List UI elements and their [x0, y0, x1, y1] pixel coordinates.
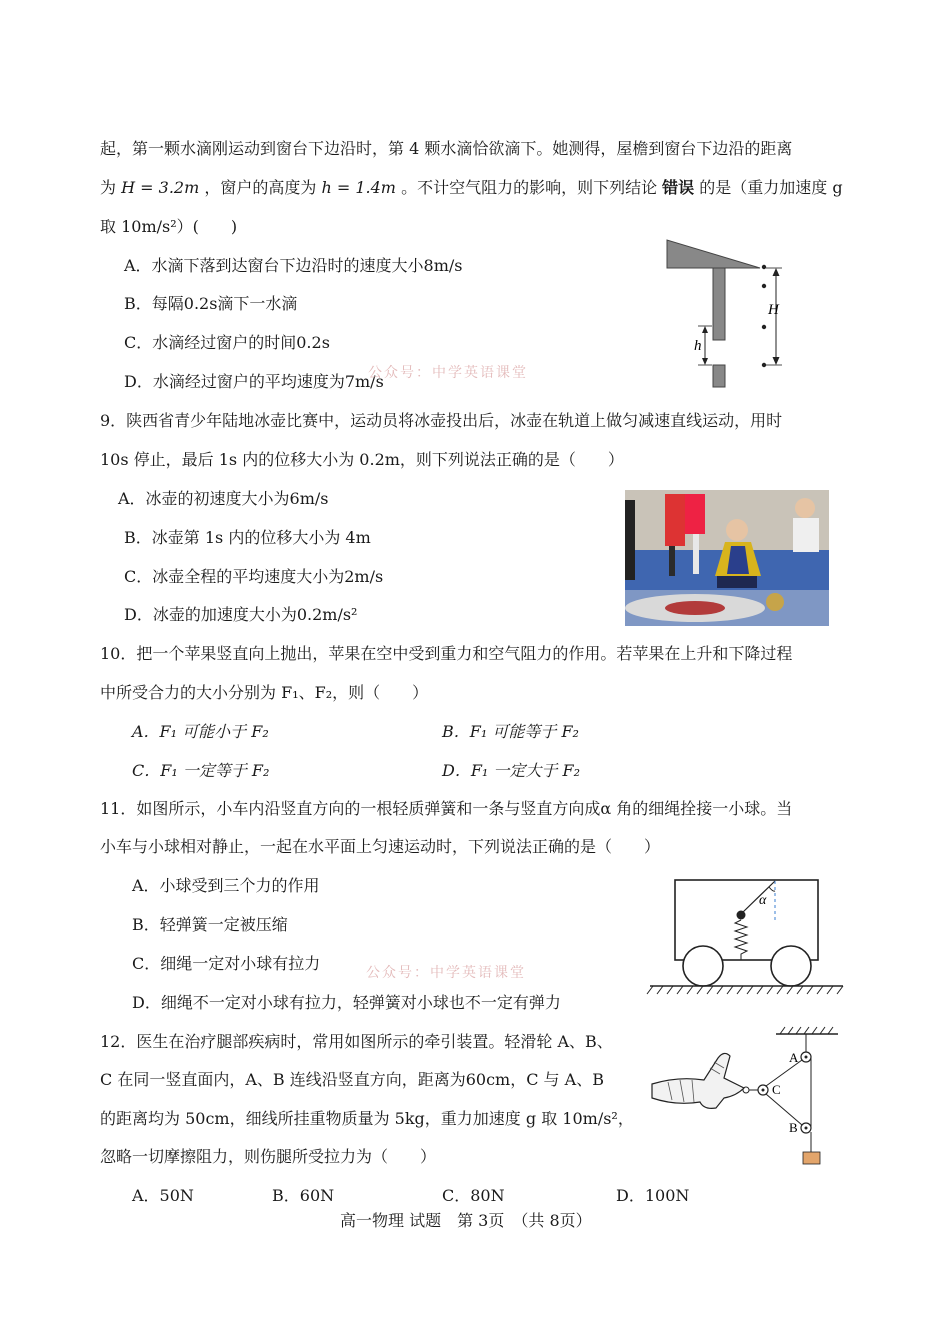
watermark-1: 公众号：中学英语课堂 [368, 365, 528, 381]
q11-option-a: A．小球受到三个力的作用 [132, 876, 320, 895]
pulley-c-label: C [772, 1082, 781, 1097]
q12-line-3: 的距离均为 50cm，细线所挂重物质量为 5kg，重力加速度 g 取 10m/s²， [100, 1109, 634, 1128]
q8-window-figure [660, 234, 800, 394]
q9-option-b: B．冰壶第 1s 内的位移大小为 4m [124, 528, 371, 547]
weight-block [803, 1152, 820, 1164]
q11-cart-figure [645, 870, 850, 1000]
q11-option-c: C．细绳一定对小球有拉力 [132, 954, 321, 973]
q9-option-c: C．冰壶全程的平均速度大小为2m/s [124, 567, 384, 586]
q8-line2-post1: 。不计空气阻力的影响，则下列结论 [401, 178, 658, 197]
q11-line-1: 11．如图所示，小车内沿竖直方向的一根轻质弹簧和一条与竖直方向成α 角的细绳拴接一小球。当 [100, 799, 793, 818]
watermark-2: 公众号：中学英语课堂 [366, 965, 526, 981]
cart-wheel-left [683, 946, 723, 986]
q8-line-3: 取 10m/s²）( ) [100, 217, 238, 236]
alpha-label: α [759, 893, 767, 908]
q8-emphasis: 错误 [662, 178, 695, 197]
q9-curling-photo [625, 490, 829, 626]
q10-option-c: C．F₁ 一定等于 F₂ [132, 761, 270, 780]
q9-option-d: D．冰壶的加速度大小为0.2m/s² [124, 605, 358, 624]
q8-option-b: B．每隔0.2s滴下一水滴 [124, 294, 298, 313]
string [741, 881, 775, 914]
q12-traction-figure [648, 1024, 848, 1174]
q8-option-c: C．水滴经过窗户的时间0.2s [124, 333, 330, 352]
drop-4 [762, 363, 766, 367]
page-footer: 高一物理 试题 第 3页 （共 8页） [340, 1211, 592, 1230]
drop-1 [762, 265, 766, 269]
q10-option-d: D．F₁ 一定大于 F₂ [442, 761, 581, 780]
q12-line-1: 12．医生在治疗腿部疾病时，常用如图所示的牵引装置。轻滑轮 A、B、 [100, 1032, 613, 1051]
q9-line-2: 10s 停止，最后 1s 内的位移大小为 0.2m，则下列说法正确的是（ ） [100, 450, 624, 469]
cart-wheel-right [771, 946, 811, 986]
q11-option-b: B．轻弹簧一定被压缩 [132, 915, 288, 934]
wall-upper [713, 268, 725, 340]
injured-leg [652, 1053, 744, 1108]
q8-line-1: 起，第一颗水滴刚运动到窗台下边沿时，第 4 颗水滴恰欲滴下。她测得，屋檐到窗台下边沿的距离 [100, 139, 793, 158]
q11-line-2: 小车与小球相对静止，一起在水平面上匀速运动时，下列说法正确的是（ ） [100, 837, 661, 856]
q10-option-b: B．F₁ 可能等于 F₂ [442, 722, 579, 741]
q9-line-1: 9．陕西省青少年陆地冰壶比赛中，运动员将冰壶投出后，冰壶在轨道上做匀减速直线运动，用时 [100, 411, 783, 430]
q12-option-a: A．50N [132, 1186, 194, 1205]
q12-option-d: D．100N [616, 1186, 690, 1205]
h-label: h [694, 338, 702, 354]
q10-line-2: 中所受合力的大小分别为 F₁、F₂，则（ ） [100, 683, 429, 702]
q8-h-value: h = 1.4m [321, 178, 396, 197]
q12-option-b: B．60N [272, 1186, 335, 1205]
q8-H-value: H = 3.2m [121, 178, 200, 197]
H-label: H [768, 302, 779, 318]
q8-line2-mid: ，窗户的高度为 [204, 178, 317, 197]
wall-lower [713, 365, 725, 387]
q12-line-4: 忽略一切摩擦阻力，则伤腿所受拉力为（ ） [100, 1147, 437, 1166]
q8-option-d: D．水滴经过窗户的平均速度为7m/s [124, 372, 384, 391]
drop-3 [762, 325, 766, 329]
roof-eave [667, 240, 760, 268]
q10-option-a: A．F₁ 可能小于 F₂ [132, 722, 269, 741]
small-ball [737, 911, 746, 920]
q12-option-c: C．80N [442, 1186, 505, 1205]
spring [735, 920, 747, 960]
pulley-b-label: B [789, 1120, 798, 1135]
q8-line-2 [100, 177, 843, 199]
q8-option-a: A．水滴下落到达窗台下边沿时的速度大小8m/s [124, 256, 463, 275]
q12-line-2: C 在同一竖直面内，A、B 连线沿竖直方向，距离为60cm，C 与 A、B [100, 1070, 604, 1089]
q9-option-a: A．冰壶的初速度大小为6m/s [118, 489, 329, 508]
pulley-a-label: A [789, 1050, 799, 1065]
q11-option-d: D．细绳不一定对小球有拉力，轻弹簧对小球也不一定有弹力 [132, 993, 561, 1012]
q10-line-1: 10．把一个苹果竖直向上抛出，苹果在空中受到重力和空气阻力的作用。若苹果在上升和下降过程 [100, 644, 793, 663]
drop-2 [762, 284, 766, 288]
q8-line2-post2: 的是（重力加速度 g [699, 178, 843, 197]
q8-line2-pre: 为 [100, 178, 117, 197]
